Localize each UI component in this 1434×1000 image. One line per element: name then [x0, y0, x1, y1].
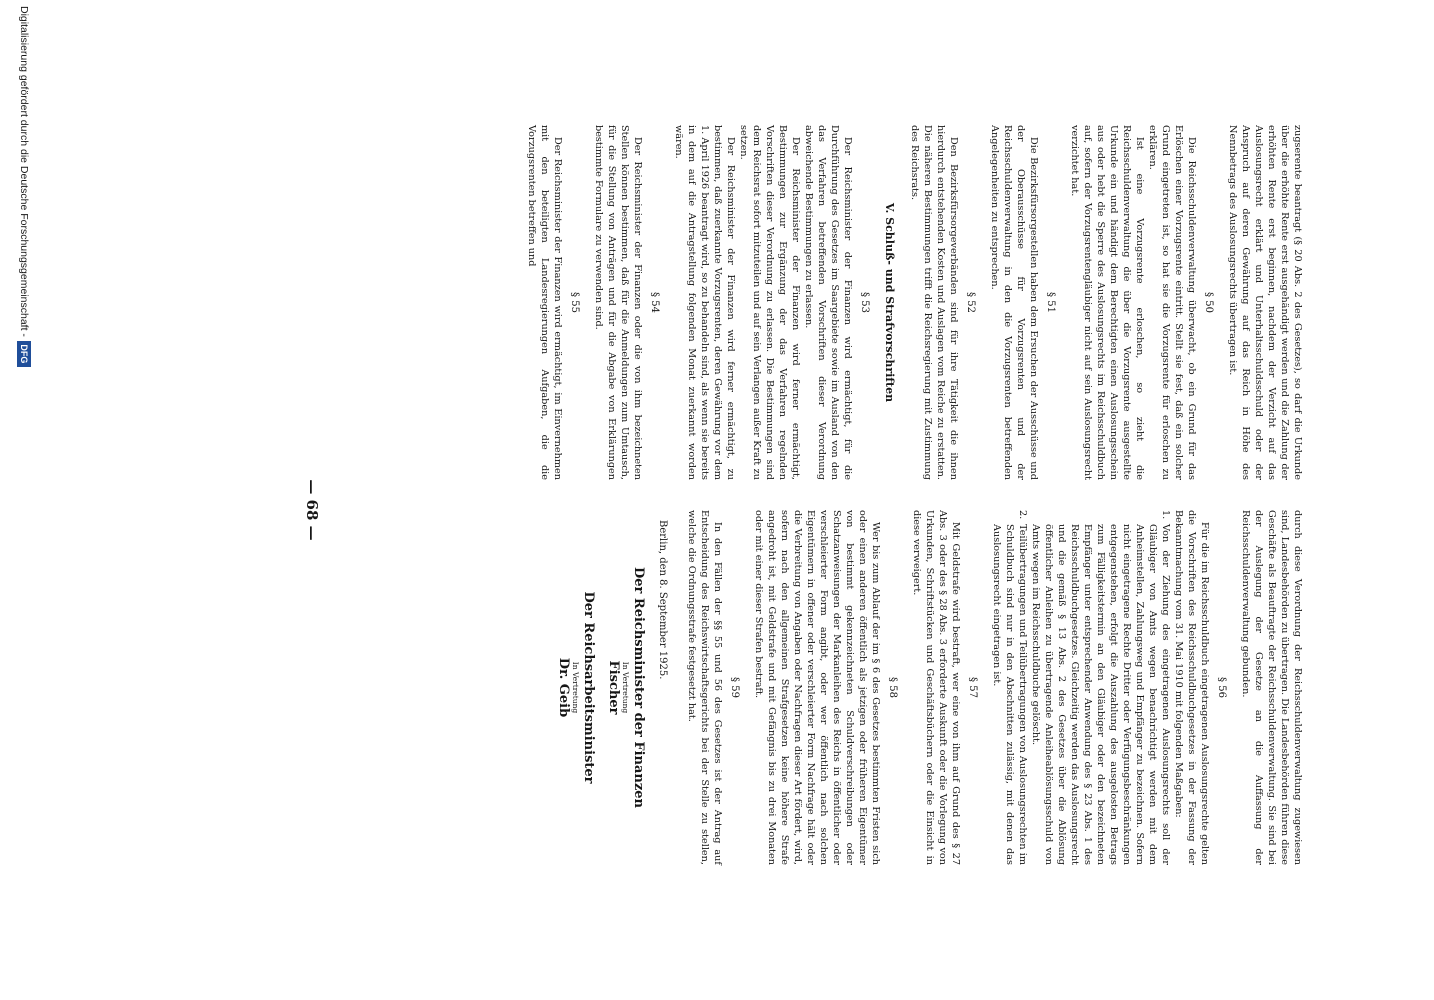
- paragraph: Der Reichsminister der Finanzen oder die von ihm bezeichneten Stellen können bestimmen, daß für die Anmeldungen zum Umtausch, für die Stellung von Anträgen und für die Abgabe von Erklärungen bestimmte Formulare zu verwenden sind.: [593, 125, 643, 480]
- section-heading-53: § 53: [859, 292, 870, 313]
- numbered-list: [990, 510, 1172, 865]
- paragraph: durch diese Verordnung der Reichsschuldenverwaltung zugewiesen sind, Landesbehörden zu übertragen. Die Landesbehörden führen diese Geschäfte als Beauftragte der Reichsschuldenverwaltung. Sie sind bei der Auslegung der Gesetze an die Auffassung der Reichsschuldenverwaltung gebunden.: [1240, 510, 1303, 865]
- signatory-note: In Vertretung: [571, 661, 580, 714]
- list-item: [1029, 510, 1172, 865]
- paragraph: Ist eine Vorzugsrente erloschen, so zieht die Reichsschuldenverwaltung die über die Vorzugsrente ausgestellte Urkunde ein und händigt dem Berechtigten einen Auslosungsschein aus oder hebt die Sperre des Auslosungsrechts im Reichsschuldbuch auf, sofern der Vorzugsrentengläubiger nicht auf sein Auslosungsrecht verzichtet hat.: [1069, 125, 1145, 480]
- list-item-number: 1.: [1160, 510, 1171, 520]
- paragraph: Der Reichsminister der Finanzen wird ferner ermächtigt, zu bestimmen, daß zuerkannte Vorzugsrenten, deren Gewährung vor dem 1. April 1926 beantragt wird, so zu behandeln sind, als wenn sie bereits in dem auf die Antragstellung folgenden Monat zuerkannt worden wären.: [673, 125, 736, 480]
- paragraph: Der Reichsminister der Finanzen wird ermächtigt, für die Durchführung des Gesetzes im Saargebiete sowie im Ausland von den das Verfahren betreffenden Vorschriften dieser Verordnung abweichende Bestimmungen zu erlassen.: [803, 125, 853, 480]
- list-item-text: Von der Ziehung des eingetragenen Auslosungsrechts soll der Gläubiger von Amts wegen benachrichtigt werden mit dem Anheimstellen, Zahlungsweg und Empfänger zu bezeichnen. Sofern nicht eingetragene Rechte Dritter oder Verfügungsbeschränkungen entgegenstehen, erfolgt die Auszahlung des ausgelosten Betrags zum Fälligkeitstermin an den Gläubiger oder den bezeichneten Empfänger unter entsprechender Anwendung des § 23 Abs. 1 des Reichsschuldbuchgesetzes. Gleichzeitig werden das Auslosungsrecht und die gemäß § 13 Abs. 2 des Gesetzes über die Ablösung öffentlicher Anleihen zu übertragende Anleiheablösungsschuld von Amts wegen im Reichsschuldbuche gelöscht.: [1030, 524, 1171, 865]
- list-item-number: 2.: [1017, 510, 1028, 520]
- right-column: [556, 510, 1304, 865]
- paragraph: Der Reichsminister der Finanzen wird ferner ermächtigt, Bestimmungen zur Ergänzung der das Verfahren regelnden Vorschriften dieser Verordnung zu erlassen. Die Bestimmungen sind dem Reichsrat sofort mitzuteilen und auf sein Verlangen außer Kraft zu setzen.: [738, 125, 801, 480]
- signatory-name: Dr. Geib: [556, 657, 571, 718]
- paragraph: Mit Geldstrafe wird bestraft, wer eine von ihm auf Grund des § 27 Abs. 3 oder des § 28 Abs. 3 erforderte Auskunft oder die Vorlegung von Urkunden, Schriftstücken und Geschäftsbüchern oder die Einsicht in diese verweigert.: [911, 510, 961, 865]
- paragraph: Die Reichsschuldenverwaltung überwacht, ob ein Grund für das Erlöschen einer Vorzugsrente eintritt. Stellt sie fest, daß ein solcher Grund eingetreten ist, so hat sie die Vorzugsrente für erloschen zu erklären.: [1147, 125, 1197, 480]
- section-heading-59: § 59: [729, 677, 740, 698]
- paragraph: Der Reichsminister der Finanzen wird ermächtigt, im Einvernehmen mit den beteiligten Landesregierungen Aufgaben, die die Vorzugsrenten betreffen und: [526, 125, 563, 480]
- paragraph: zugserente beantragt (§ 20 Abs. 2 des Gesetzes), so darf die Urkunde über die erhöhte Rente erst ausgehändigt werden und die Zahlung der erhöhten Rente erst beginnen, nachdem der Verzicht auf das Auslosungsrecht erklärt und Unterhaltsschuldsschuld oder der Anspruch auf deren Gewährung auf das Reich in Höhe des Nennbetrags des Auslosungsrechts übertragen ist.: [1227, 125, 1303, 480]
- section-heading-57: § 57: [967, 677, 978, 698]
- digitization-footer: [14, 6, 34, 994]
- signatory-name: Fischer: [606, 660, 621, 715]
- section-heading-58: § 58: [887, 677, 898, 698]
- paragraph: Die Bezirksfürsorgestellen haben dem Ersuchen der Ausschüsse und der Oberausschüsse für Vorzugsrenten und der Reichsschuldenverwaltung in den die Vorzugsrenten betreffenden Angelegenheiten zu entsprechen.: [989, 125, 1039, 480]
- section-heading-55: § 55: [569, 292, 580, 313]
- page-number: — 68 —: [303, 479, 321, 541]
- section-heading-52: § 52: [965, 292, 976, 313]
- paragraph: Den Bezirksfürsorgeverbänden sind für ihre Tätigkeit die ihnen hierdurch entstehenden Kosten und Auslagen vom Reiche zu erstatten. Die näheren Bestimmungen trifft die Reichsregierung mit Zustimmung des Reichsrats.: [909, 125, 959, 480]
- paragraph: Wer bis zum Ablauf der im § 6 des Gesetzes bestimmten Fristen sich oder einen anderen öffentlich als jetzigen oder früheren Eigentümer von bestimmt gekennzeichneten Schuldverschreibungen oder Schatzanweisungen der Markanleihen des Reichs in öffentlicher oder verschleierter Form angibt, oder wer öffentlich nach solchen Eigentümern in offener oder verschleierter Form Nachfrage hält oder die Verbreitung von Angaben oder Nachfragen dieser Art fördert, wird, sofern nach den allgemeinen Strafgesetzen keine höhere Strafe angedroht ist, mit Geldstrafe und mit Gefängnis bis zu drei Monaten oder mit einer dieser Strafen bestraft.: [753, 510, 881, 865]
- paragraph: Für die im Reichsschuldbuch eingetragenen Auslosungsrechte gelten die Vorschriften des Reichsschuldbuchgesetzes in der Fassung der Bekanntmachung vom 31. Mai 1910 mit folgenden Maßgaben:: [1173, 510, 1210, 865]
- chapter-heading: V. Schluß- und Strafvorschriften: [883, 202, 896, 403]
- left-column: [525, 125, 1304, 480]
- signatory-title-labour: Der Reichsarbeitsminister: [581, 591, 596, 784]
- signatory-note: In Vertretung: [621, 661, 630, 714]
- list-item-text: Teilübertragungen und Teilübertragungen von Auslosungsrechten im Schuldbuch sind nur in den Abschnitten zulässig, mit denen das Auslosungsrecht eingetragen ist.: [991, 524, 1028, 865]
- dfg-logo: DFG: [17, 341, 31, 367]
- section-heading-50: § 50: [1203, 292, 1214, 313]
- signatory-title-finance: Der Reichsminister der Finanzen: [631, 566, 646, 808]
- section-heading-56: § 56: [1216, 677, 1227, 698]
- date-line: Berlin, den 8. September 1925.: [657, 520, 668, 680]
- footer-text: Digitalisierung gefördert durch die Deutsche Forschungsgemeinschaft -: [18, 6, 30, 337]
- paragraph: In den Fällen der §§ 55 und 56 des Gesetzes ist der Antrag auf Entscheidung des Reichswirtschaftsgerichts bei der Stelle zu stellen, welche die Ordnungsstrafe festgesetzt hat.: [686, 510, 723, 865]
- list-item: [990, 510, 1029, 865]
- section-heading-54: § 54: [649, 292, 660, 313]
- section-heading-51: § 51: [1045, 292, 1056, 313]
